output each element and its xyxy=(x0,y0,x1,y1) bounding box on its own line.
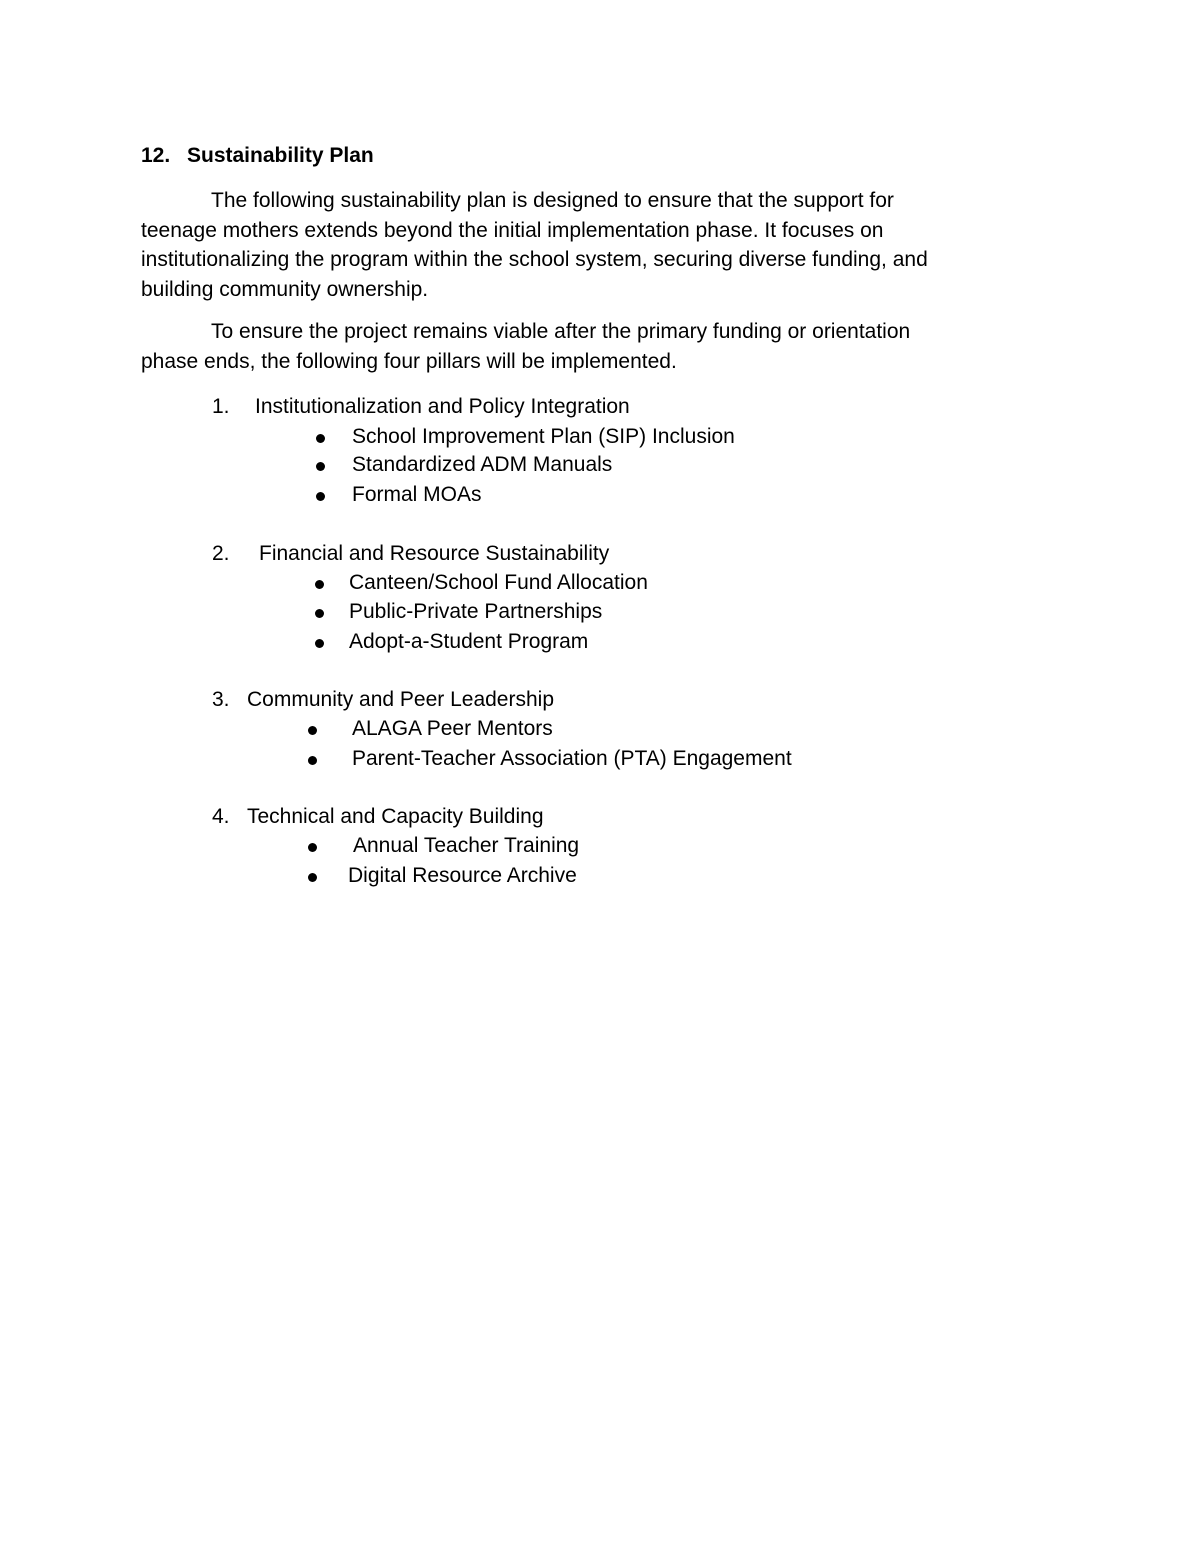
section-heading xyxy=(141,141,374,171)
pillars-intro-line: phase ends, the following four pillars will be implemented. xyxy=(141,349,677,373)
list-item xyxy=(308,714,908,744)
bullet-icon xyxy=(308,726,317,735)
list-item-text: Public-Private Partnerships xyxy=(349,600,603,623)
section-title: Sustainability Plan xyxy=(187,144,374,167)
pillars-intro-paragraph xyxy=(141,317,1041,376)
pillar-title: Technical and Capacity Building xyxy=(247,805,544,828)
bullet-icon xyxy=(308,756,317,765)
section-number: 12. xyxy=(141,144,171,167)
bullet-icon xyxy=(315,609,324,618)
pillars-intro-line: To ensure the project remains viable after the primary funding or orientation xyxy=(211,320,911,343)
list-item xyxy=(308,744,908,774)
list-item xyxy=(308,831,908,861)
bullet-icon xyxy=(315,580,324,589)
bullet-icon xyxy=(308,843,317,852)
list-item-text: Annual Teacher Training xyxy=(353,834,580,857)
intro-line: teenage mothers extends beyond the initial implementation phase. It focuses on xyxy=(141,218,884,242)
list-item-text: Digital Resource Archive xyxy=(348,864,577,887)
intro-paragraph xyxy=(141,186,1041,304)
list-item xyxy=(316,422,916,452)
intro-line: institutionalizing the program within the school system, securing diverse funding, and xyxy=(141,248,928,271)
list-item xyxy=(316,480,916,510)
intro-line: The following sustainability plan is designed to ensure that the support for xyxy=(211,189,894,212)
list-item-text: ALAGA Peer Mentors xyxy=(352,717,553,740)
pillar-number: 3. xyxy=(212,688,230,711)
list-item xyxy=(315,597,915,627)
pillar-item xyxy=(212,539,912,569)
pillar-item xyxy=(212,392,912,422)
intro-line: building community ownership. xyxy=(141,277,429,301)
list-item-text: Adopt-a-Student Program xyxy=(349,630,589,653)
list-item-text: Standardized ADM Manuals xyxy=(352,453,613,476)
pillar-number: 2. xyxy=(212,542,230,565)
pillar-title: Financial and Resource Sustainability xyxy=(259,542,610,565)
bullet-icon xyxy=(316,462,325,471)
list-item-text: Formal MOAs xyxy=(352,483,482,506)
pillar-item xyxy=(212,685,912,715)
list-item xyxy=(315,627,915,657)
list-item-text: School Improvement Plan (SIP) Inclusion xyxy=(352,425,735,448)
pillar-number: 4. xyxy=(212,805,230,828)
pillar-title: Institutionalization and Policy Integration xyxy=(255,395,630,418)
list-item-text: Canteen/School Fund Allocation xyxy=(349,571,648,594)
list-item-text: Parent-Teacher Association (PTA) Engagement xyxy=(352,747,792,770)
bullet-icon xyxy=(316,434,325,443)
list-item xyxy=(308,861,908,891)
bullet-icon xyxy=(315,639,324,648)
pillar-title: Community and Peer Leadership xyxy=(247,688,555,711)
bullet-icon xyxy=(316,492,325,501)
pillar-number: 1. xyxy=(212,395,230,418)
bullet-icon xyxy=(308,873,317,882)
list-item xyxy=(316,450,916,480)
list-item xyxy=(315,568,915,598)
pillar-item xyxy=(212,802,912,832)
